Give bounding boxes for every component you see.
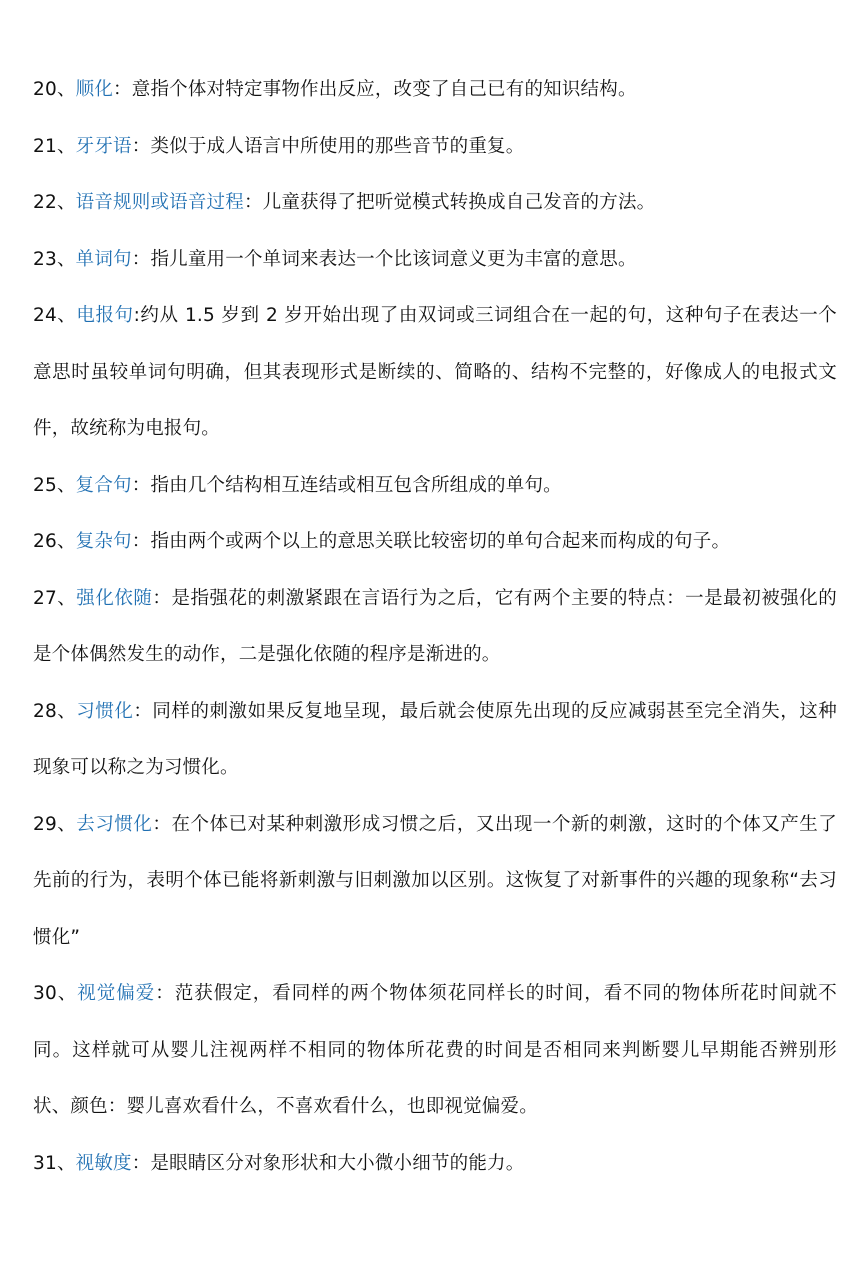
entry-separator: ： (113, 79, 132, 100)
entry-23 (33, 232, 837, 289)
entry-term: 语音规则或语音过程 (75, 192, 244, 213)
entry-26 (33, 514, 837, 571)
entry-definition: 类似于成人语言中所使用的那些音节的重复。 (150, 135, 525, 157)
entry-definition: 指儿童用一个单词来表达一个比该词意义更为丰富的意思。 (150, 248, 637, 270)
entry-definition: 儿童获得了把听觉模式转换成自己发音的方法。 (262, 192, 656, 213)
entry-definition: 是指强花的刺激紧跟在言语行为之后，它有两个主要的特点：一是最初被强化的是个体偶然发生的动作，二是强化依随的程序是渐进的。 (33, 587, 837, 665)
entry-number: 23、 (33, 248, 76, 270)
entry-term: 视敏度 (75, 1152, 132, 1174)
entry-term: 牙牙语 (75, 135, 132, 157)
entry-term: 顺化 (75, 79, 114, 100)
entry-number: 26、 (33, 531, 76, 552)
entry-separator: ： (131, 474, 151, 496)
entry-separator: ： (131, 531, 151, 552)
entry-24 (33, 288, 837, 458)
entry-separator: ： (133, 700, 153, 722)
entry-number: 21、 (33, 135, 76, 157)
entry-21 (33, 119, 837, 176)
entry-term: 电报句 (76, 305, 134, 326)
entry-25 (33, 458, 837, 515)
entry-number: 28、 (33, 700, 77, 722)
entry-definition: 指由几个结构相互连结或相互包含所组成的单句。 (150, 474, 562, 496)
entry-28 (33, 684, 837, 797)
entry-number: 27、 (33, 587, 77, 609)
entry-term: 复杂句 (75, 531, 132, 552)
entry-definition: 是眼睛区分对象形状和大小微小细节的能力。 (150, 1152, 525, 1174)
entry-term: 习惯化 (76, 700, 134, 722)
entry-number: 22、 (33, 192, 76, 213)
entry-separator: ： (152, 813, 172, 835)
entry-separator: ： (243, 192, 263, 213)
entry-30 (33, 966, 837, 1136)
entry-definition: 在个体已对某种刺激形成习惯之后，又出现一个新的刺激，这时的个体又产生了先前的行为，表明个体已能将新刺激与旧刺激加以区别。这恢复了对新事件的兴趣的现象称“去习惯化” (33, 813, 837, 948)
entry-number: 29、 (33, 813, 77, 835)
entry-separator: ： (131, 1152, 151, 1174)
entry-number: 24、 (33, 305, 77, 326)
entry-27 (33, 571, 837, 684)
entry-20 (33, 62, 837, 119)
entry-number: 25、 (33, 474, 76, 496)
entry-separator: ： (155, 983, 175, 1004)
entry-term: 复合句 (75, 474, 132, 496)
entry-separator: : (133, 305, 141, 326)
entry-definition: 指由两个或两个以上的意思关联比较密切的单句合起来而构成的句子。 (150, 531, 731, 552)
entry-separator: ： (131, 248, 151, 270)
entry-term: 视觉偏爱 (77, 983, 156, 1004)
entry-definition: 意指个体对特定事物作出反应，改变了自己已有的知识结构。 (131, 79, 637, 100)
entry-term: 去习惯化 (76, 813, 153, 835)
entry-separator: ： (131, 135, 151, 157)
entry-separator: ： (152, 587, 172, 609)
entry-31 (33, 1136, 837, 1193)
entry-22 (33, 175, 837, 232)
entry-definition: 约从 1.5 岁到 2 岁开始出现了由双词或三词组合在一起的句，这种句子在表达一个意思时虽较单词句明确，但其表现形式是断续的、简略的、结构不完整的，好像成人的电报式文件，故统称为电报句。 (33, 305, 837, 439)
entry-term: 强化依随 (76, 587, 153, 609)
entry-29 (33, 797, 837, 967)
entry-term: 单词句 (75, 248, 132, 270)
entry-definition: 范获假定，看同样的两个物体须花同样长的时间，看不同的物体所花时间就不同。这样就可从婴儿注视两样不相同的物体所花费的时间是否相同来判断婴儿早期能否辨别形状、颜色：婴儿喜欢看什么，不喜欢看什么，也即视觉偏爱。 (33, 983, 838, 1117)
entry-number: 20、 (33, 79, 76, 100)
entry-definition: 同样的刺激如果反复地呈现，最后就会使原先出现的反应减弱甚至完全消失，这种现象可以称之为习惯化。 (33, 700, 837, 778)
entry-number: 31、 (33, 1152, 76, 1174)
entry-number: 30、 (33, 983, 78, 1004)
